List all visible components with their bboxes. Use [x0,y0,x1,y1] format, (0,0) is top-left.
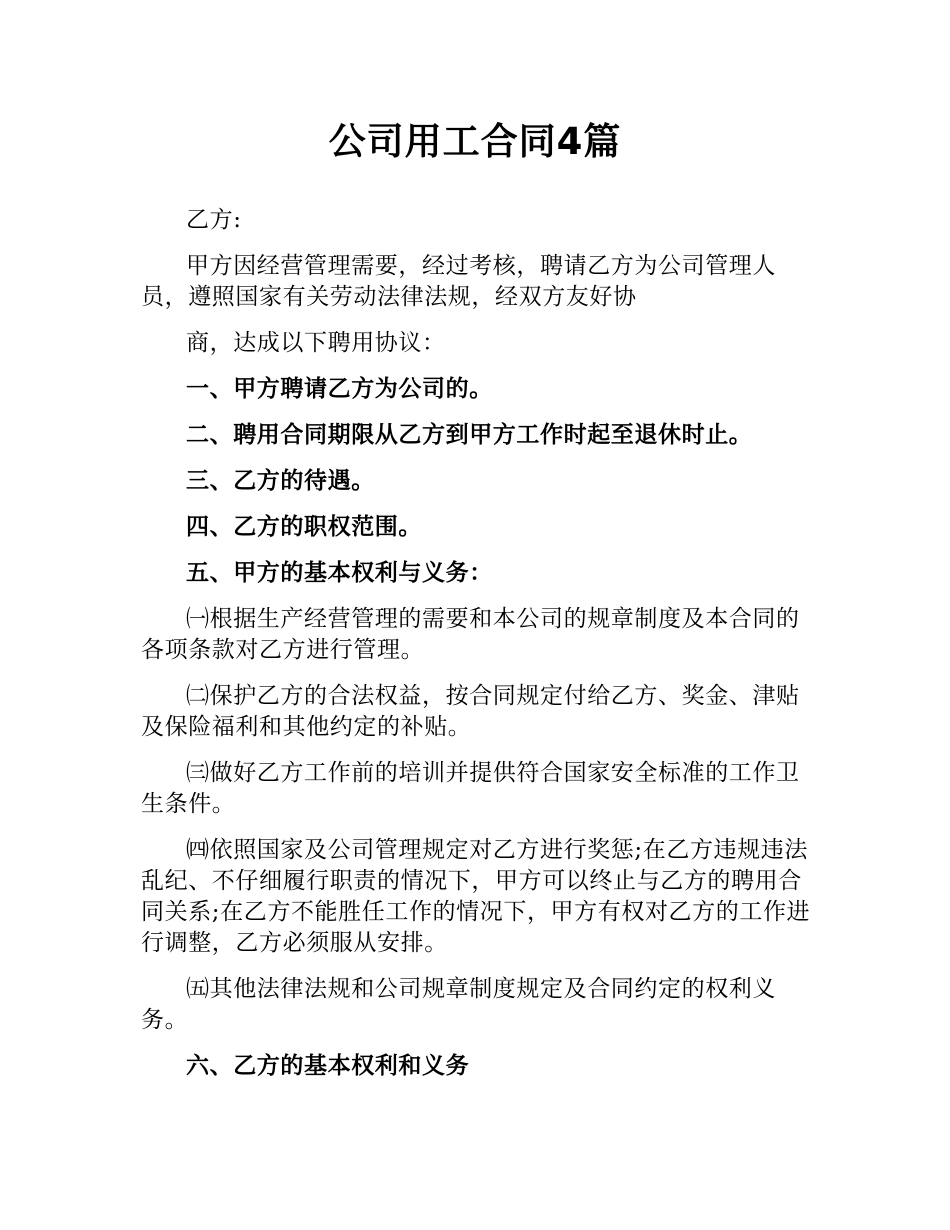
heading-clause-6: 六、乙方的基本权利和义务 [186,1053,470,1079]
paragraph-party-b: 乙方: [186,207,242,233]
paragraph-intro-continued: 商，达成以下聘用协议： [186,330,446,356]
document-body [141,205,811,1097]
document-title: 公司用工合同4篇 [328,120,622,163]
heading-clause-2: 二、聘用合同期限从乙方到甲方工作时起至退休时止。 [186,422,753,448]
clause-5-item-1: ㈠根据生产经营管理的需要和本公司的规章制度及本合同的各项条款对乙方进行管理。 [141,606,800,663]
clause-5-item-4: ㈣依照国家及公司管理规定对乙方进行奖惩;在乙方违规违法乱纪、不仔细履行职责的情况下，甲方可以终止与乙方的聘用合同关系;在乙方不能胜任工作的情况下，甲方有权对乙方的工作进行调整，乙方必须服从安排。 [141,837,811,956]
clause-5-item-3: ㈢做好乙方工作前的培训并提供符合国家安全标准的工作卫生条件。 [141,760,800,817]
paragraph-intro: 甲方因经营管理需要，经过考核，聘请乙方为公司管理人员，遵照国家有关劳动法律法规，经双方友好协 [141,253,776,310]
heading-clause-4: 四、乙方的职权范围。 [186,514,422,540]
clause-5-item-5: ㈤其他法律法规和公司规章制度规定及合同约定的权利义务。 [141,976,776,1033]
clause-5-item-2: ㈡保护乙方的合法权益，按合同规定付给乙方、奖金、津贴及保险福利和其他约定的补贴。 [141,683,800,740]
heading-clause-1: 一、甲方聘请乙方为公司的。 [186,376,493,402]
heading-clause-5: 五、甲方的基本权利与义务： [186,560,493,586]
heading-clause-3: 三、乙方的待遇。 [186,468,375,494]
